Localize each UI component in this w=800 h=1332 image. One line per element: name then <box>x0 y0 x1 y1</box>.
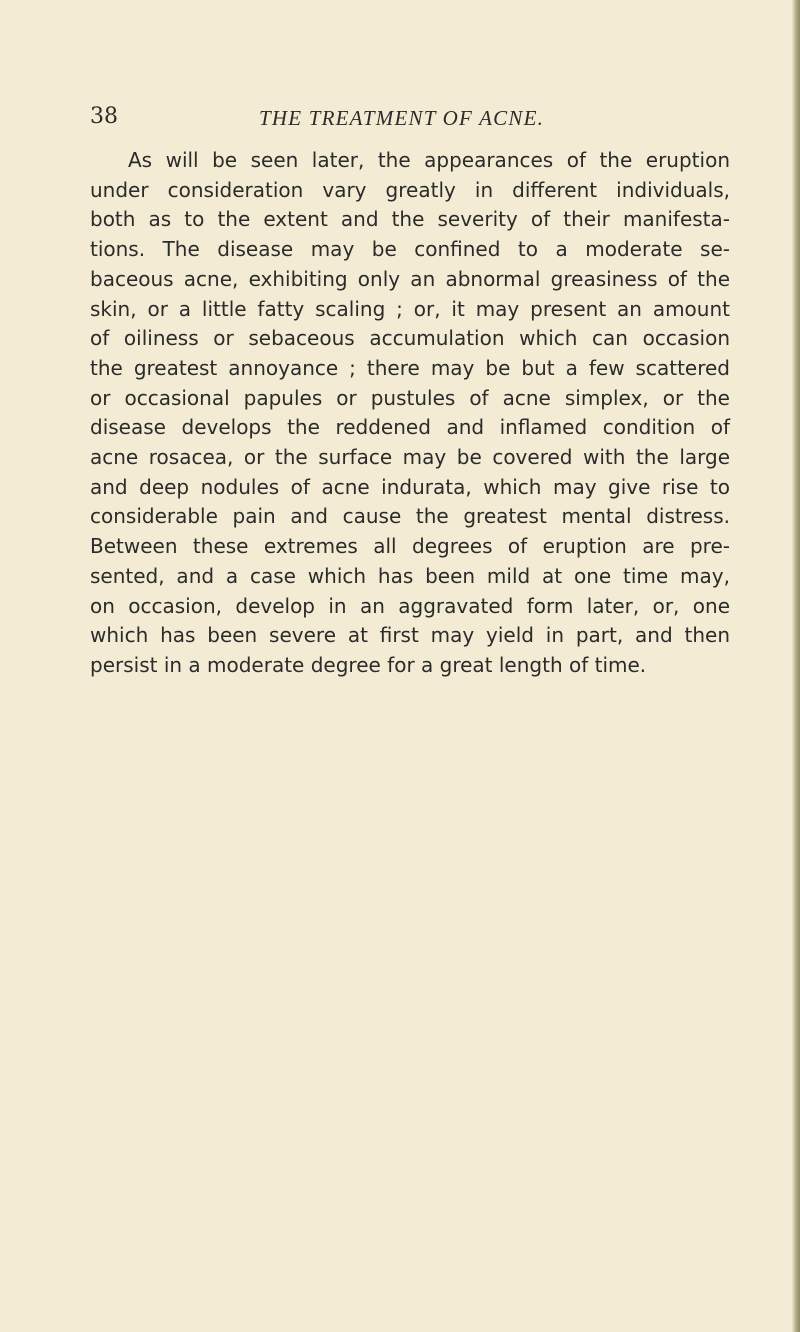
text-line: both as to the extent and the severity of their manifesta- <box>90 207 730 232</box>
text-line: on occasion, develop in an aggravated form later, or, one <box>90 593 730 618</box>
text-line: skin, or a little fatty scaling ; or, it may present an amount <box>90 296 730 321</box>
text-line: disease develops the reddened and inflamed condition of <box>90 415 730 440</box>
paragraph <box>90 146 730 681</box>
text-line: tions. The disease may be confined to a moderate se- <box>90 237 730 262</box>
running-title: THE TREATMENT OF ACNE. <box>259 106 545 130</box>
text-line: baceous acne, exhibiting only an abnormal greasiness of the <box>90 266 730 291</box>
text-line: and deep nodules of acne indurata, which may give rise to <box>90 474 730 499</box>
text-line: or occasional papules or pustules of acne simplex, or the <box>90 385 730 410</box>
text-line: Between these extremes all degrees of eruption are pre- <box>90 534 730 559</box>
text-line: under consideration vary greatly in different individuals, <box>90 177 730 202</box>
page-header <box>90 104 710 140</box>
text-line: the greatest annoyance ; there may be but a few scattered <box>90 355 730 380</box>
text-line: sented, and a case which has been mild at one time may, <box>90 563 730 588</box>
page-edge <box>792 0 800 1332</box>
text-line: considerable pain and cause the greatest mental distress. <box>90 504 730 529</box>
text-line: persist in a moderate degree for a great length of time. <box>90 652 647 677</box>
text-line: of oiliness or sebaceous accumulation which can occasion <box>90 326 730 351</box>
text-line: which has been severe at first may yield in part, and then <box>90 623 730 648</box>
page-number: 38 <box>90 104 118 129</box>
text-line: As will be seen later, the appearances of the eruption <box>128 148 730 172</box>
text-line: acne rosacea, or the surface may be covered with the large <box>90 445 730 470</box>
